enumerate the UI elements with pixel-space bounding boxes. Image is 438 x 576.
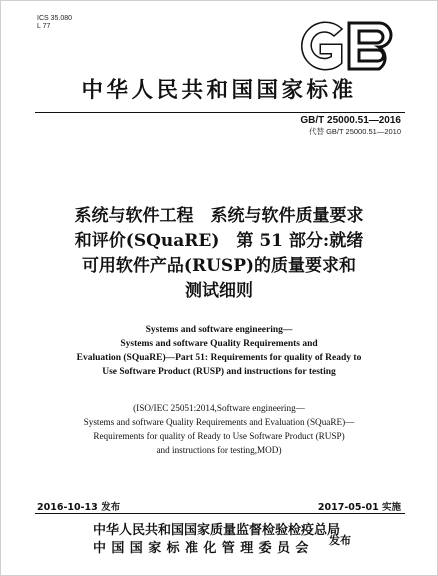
- implementation-date: 2017-05-01 实施: [317, 502, 401, 513]
- iso-reference-line: and instructions for testing,MOD): [156, 445, 282, 455]
- gb-logo: [287, 15, 405, 77]
- iso-reference: [1, 401, 437, 457]
- gb-logo-graphic: [287, 15, 405, 77]
- standard-title: 中华人民共和国国家标准: [81, 78, 357, 103]
- chinese-title-line: 和评价(SQuaRE) 第 51 部分:就绪: [74, 231, 364, 251]
- iso-reference-line: Systems and software Quality Requirements and Evaluation (SQuaRE)—: [83, 417, 355, 427]
- issuing-authorities: [93, 522, 340, 558]
- publish-label: 发布: [329, 534, 351, 547]
- issuer-sac: 中国国家标准化管理委员会: [93, 541, 314, 556]
- issuer-aqsiq: 中华人民共和国国家质量监督检验检疫总局: [93, 523, 341, 538]
- replaces-standard: 代替 GB/T 25000.51—2010: [309, 127, 401, 136]
- issue-date: 2016-10-13 发布: [37, 502, 121, 513]
- iso-reference-line: (ISO/IEC 25051:2014,Software engineering—: [133, 403, 305, 413]
- chinese-title-line: 可用软件产品(RUSP)的质量要求和: [81, 256, 357, 276]
- standard-number: GB/T 25000.51—2016: [300, 115, 401, 126]
- ics-code: ICS 35.080: [37, 15, 73, 22]
- chinese-title: [1, 204, 437, 304]
- header-divider: [35, 112, 405, 113]
- english-title: [1, 323, 437, 379]
- english-title-line: Systems and software Quality Requirements and: [120, 339, 318, 349]
- english-title-line: Use Software Product (RUSP) and instructions for testing: [102, 367, 336, 377]
- chinese-title-line: 测试细则: [185, 281, 253, 301]
- ccs-code: L 77: [37, 23, 51, 30]
- chinese-title-line: 系统与软件工程 系统与软件质量要求: [74, 206, 364, 226]
- standard-number-block: [300, 115, 401, 136]
- english-title-line: Evaluation (SQuaRE)—Part 51: Requirements for quality of Ready to: [76, 353, 362, 363]
- footer-divider: [35, 513, 405, 514]
- english-title-line: Systems and software engineering—: [145, 325, 293, 335]
- iso-reference-line: Requirements for quality of Ready to Use Software Product (RUSP): [93, 431, 345, 441]
- classification-codes: [37, 15, 72, 31]
